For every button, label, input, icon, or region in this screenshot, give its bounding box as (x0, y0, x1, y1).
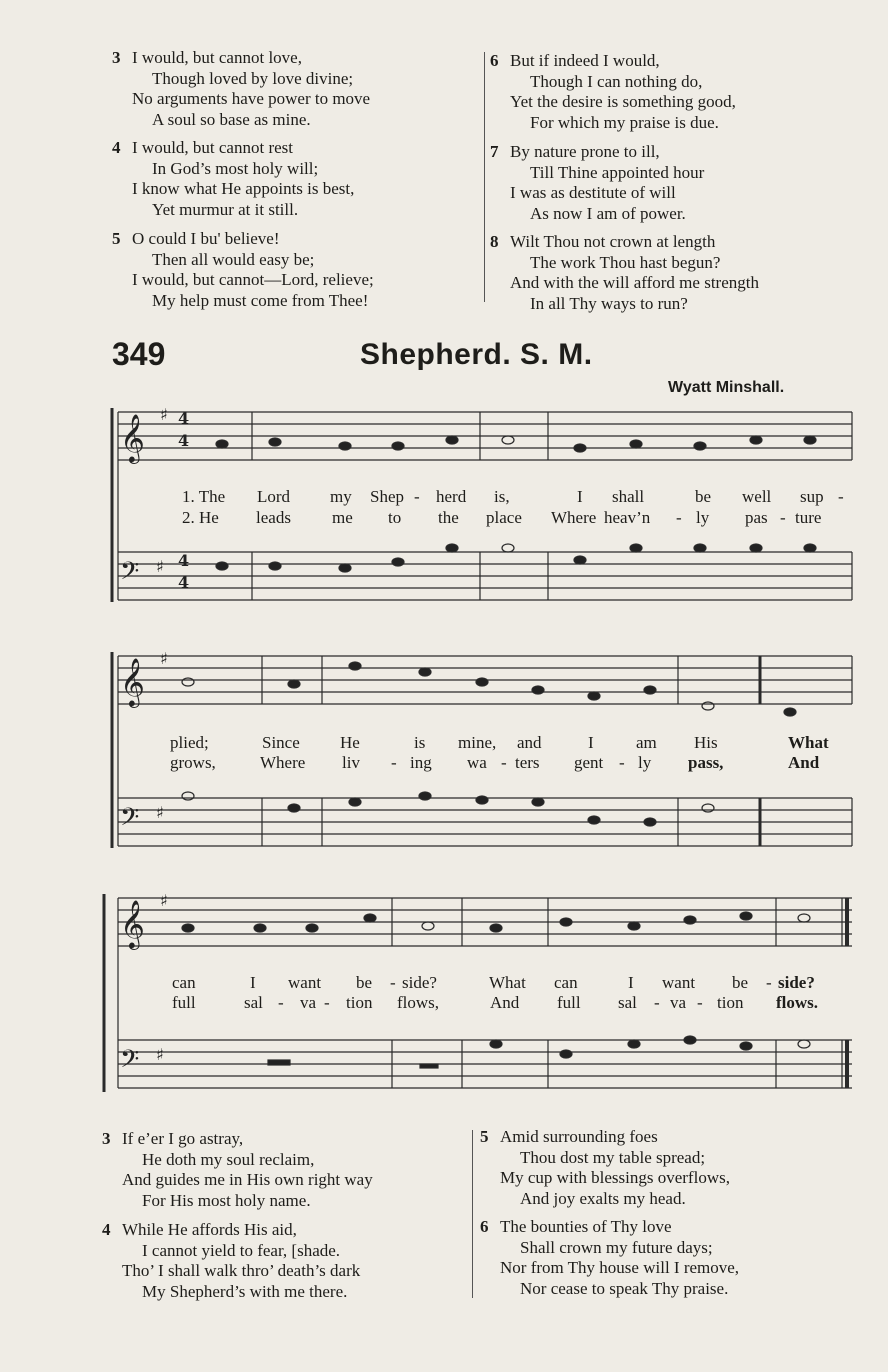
bass-clef-icon: 𝄢 (120, 1045, 140, 1080)
stanza-line: My Shepherd’s with me there. (142, 1281, 348, 1301)
lyric-syllable: tion (346, 993, 373, 1012)
stanza-line: I know what He appoints is best, (132, 179, 355, 198)
bottom-stanza-5 (480, 1127, 730, 1209)
time-signature-top-bass: 4 (178, 551, 190, 570)
lyric-syllable: sup (800, 487, 824, 506)
stanza-line: Yet murmur at it still. (152, 199, 299, 219)
lyric-syllable: 2. He (182, 508, 219, 527)
treble-clef-icon: 𝄞 (120, 657, 145, 706)
bass-staff-2 (118, 798, 852, 846)
lyric-syllable: Where (260, 753, 306, 772)
sharp-icon: ♯ (156, 803, 164, 822)
lyric-syllable: Lord (257, 487, 291, 506)
lyric-syllable: gent (574, 753, 604, 772)
stanza-number: 6 (480, 1217, 489, 1236)
stanza-line: O could I bu' believe! (132, 229, 280, 248)
stanza-line: And joy exalts my head. (520, 1188, 686, 1208)
lyric-syllable: ing (410, 753, 432, 772)
lyric-syllable: pas (745, 508, 768, 527)
lyric-syllable: side? (778, 973, 815, 992)
stanza-line: Nor from Thy house will I remove, (500, 1258, 740, 1277)
bottom-stanza-4 (102, 1220, 360, 1302)
lyric-syllable: I (628, 973, 634, 992)
stanza-line: Amid surrounding foes (500, 1127, 658, 1146)
lyric-syllable: And (788, 753, 820, 772)
lyric-syllable: shall (612, 487, 645, 506)
stanza-line: No arguments have power to move (132, 89, 371, 108)
stanza-line: Till Thine appointed hour (530, 162, 705, 182)
lyric-syllable: sal (244, 993, 263, 1012)
time-signature-bottom: 4 (178, 431, 190, 450)
stanza-line: In God’s most holy will; (152, 158, 319, 178)
lyric-syllable: be (732, 973, 749, 992)
bottom-stanza-6 (480, 1217, 739, 1299)
stanza-line: Though loved by love divine; (152, 68, 354, 88)
lyric-syllable: - (324, 993, 330, 1012)
column-divider (472, 1130, 473, 1298)
lyric-syllable: Shep (370, 487, 404, 506)
stanza-line: Thou dost my table spread; (520, 1147, 706, 1167)
lyric-syllable: - (780, 508, 786, 527)
lyric-syllable: - (838, 487, 844, 506)
bass-clef-icon: 𝄢 (120, 803, 140, 838)
stanza-line: If e’er I go astray, (122, 1129, 244, 1148)
lyric-syllable: wa (467, 753, 487, 772)
stanza-number: 5 (112, 229, 121, 248)
lyric-syllable: and (517, 733, 542, 752)
lyric-syllable: place (486, 508, 522, 527)
lyric-syllable: va (300, 993, 317, 1012)
lyric-syllable: want (288, 973, 322, 992)
lyric-syllable: me (332, 508, 353, 527)
lyric-syllable: va (670, 993, 687, 1012)
lyric-syllable: - (766, 973, 772, 992)
lyric-syllable: the (438, 508, 459, 527)
hymn-composer: Wyatt Minshall. (668, 379, 785, 396)
lyric-syllable: want (662, 973, 696, 992)
sharp-icon: ♯ (160, 891, 168, 910)
lyric-syllable: pass, (688, 753, 724, 772)
lyric-syllable: heav’n (604, 508, 651, 527)
stanza-line: By nature prone to ill, (510, 142, 660, 161)
stanza-line: Though I can nothing do, (530, 71, 703, 91)
lyric-syllable: His (694, 733, 718, 752)
lyric-syllable: plied; (170, 733, 209, 752)
stanza-line: Tho’ I shall walk thro’ death’s dark (122, 1261, 361, 1280)
bass-staff-1 (118, 552, 852, 600)
stanza-line: Wilt Thou not crown at length (510, 232, 716, 251)
stanza-line: But if indeed I would, (510, 51, 660, 70)
lyric-syllable: 1. The (182, 487, 226, 506)
time-signature-bottom-bass: 4 (178, 573, 190, 592)
hymn-title: Shepherd. S. M. (360, 338, 593, 371)
lyric-syllable: my (330, 487, 352, 506)
lyric-syllable: flows, (397, 993, 440, 1012)
lyric-syllable: tion (717, 993, 744, 1012)
lyric-syllable: is, (494, 487, 510, 506)
stanza-line: A soul so base as mine. (152, 109, 311, 129)
treble-clef-icon: 𝄞 (120, 413, 145, 462)
lyric-syllable: - (697, 993, 703, 1012)
bass-clef-icon: 𝄢 (120, 557, 140, 592)
lyric-syllable: sal (618, 993, 637, 1012)
lyric-syllable: be (695, 487, 712, 506)
treble-staff-3 (118, 898, 852, 946)
lyric-syllable: ly (638, 753, 652, 772)
lyric-syllable: can (172, 973, 196, 992)
stanza-number: 6 (490, 51, 499, 70)
stanza-line: My help must come from Thee! (152, 290, 369, 310)
lyric-syllable: can (554, 973, 578, 992)
lyric-syllable: - (654, 993, 660, 1012)
lyric-syllable: is (414, 733, 426, 752)
lyric-syllable: - (676, 508, 682, 527)
bottom-stanza-3 (102, 1129, 373, 1211)
lyric-syllable: What (788, 733, 829, 752)
lyric-syllable: well (742, 487, 772, 506)
lyric-syllable: Where (551, 508, 597, 527)
sharp-icon: ♯ (156, 1045, 164, 1064)
time-signature-top: 4 (178, 409, 190, 428)
treble-staff-1 (118, 412, 852, 460)
sharp-icon: ♯ (156, 557, 164, 576)
lyric-syllable: grows, (170, 753, 216, 772)
treble-clef-icon: 𝄞 (120, 899, 145, 948)
lyric-syllable: What (489, 973, 526, 992)
hymn-number: 349 (112, 336, 166, 372)
lyric-syllable: - (278, 993, 284, 1012)
lyric-syllable: - (619, 753, 625, 772)
lyric-syllable: leads (256, 508, 291, 527)
lyric-syllable: And (490, 993, 520, 1012)
stanza-line: The bounties of Thy love (500, 1217, 672, 1236)
stanza-line: In all Thy ways to run? (530, 293, 688, 313)
stanza-number: 3 (112, 48, 121, 67)
stanza-line: My cup with blessings overflows, (500, 1168, 730, 1187)
stanza-line: For which my praise is due. (530, 112, 719, 132)
sharp-icon: ♯ (160, 649, 168, 668)
lyric-syllable: - (414, 487, 420, 506)
stanza-line: The work Thou hast begun? (530, 252, 721, 272)
stanza-line: I would, but cannot rest (132, 138, 293, 157)
lyric-syllable: herd (436, 487, 467, 506)
stanza-line: Nor cease to speak Thy praise. (520, 1278, 729, 1298)
lyric-syllable: ly (696, 508, 710, 527)
stanza-line: And with the will afford me strength (510, 273, 759, 292)
stanza-line: I would, but cannot—Lord, relieve; (132, 270, 374, 289)
stanza-line: I was as destitute of will (510, 183, 676, 202)
lyric-syllable: - (501, 753, 507, 772)
stanza-number: 8 (490, 232, 499, 251)
stanza-line: Then all would easy be; (152, 249, 315, 269)
lyric-syllable: be (356, 973, 373, 992)
lyric-syllable: I (250, 973, 256, 992)
lyric-syllable: Since (262, 733, 300, 752)
lyric-syllable: am (636, 733, 657, 752)
lyric-syllable: - (390, 973, 396, 992)
lyric-syllable: He (340, 733, 360, 752)
stanza-line: I would, but cannot love, (132, 48, 302, 67)
stanza-line: Shall crown my future days; (520, 1237, 713, 1257)
lyric-syllable: mine, (458, 733, 497, 752)
lyric-syllable: full (172, 993, 196, 1012)
lyric-syllable: side? (402, 973, 437, 992)
lyric-syllable: liv (342, 753, 360, 772)
lyric-syllable: flows. (776, 993, 819, 1012)
lyric-syllable: I (577, 487, 583, 506)
stanza-number: 7 (490, 142, 499, 161)
stanza-line: Yet the desire is something good, (510, 92, 736, 111)
stanza-number: 4 (112, 138, 121, 157)
sharp-icon: ♯ (160, 405, 168, 424)
stanza-number: 3 (102, 1129, 111, 1148)
stanza-line: I cannot yield to fear, [shade. (142, 1240, 341, 1260)
lyric-syllable: full (557, 993, 581, 1012)
stanza-number: 5 (480, 1127, 489, 1146)
stanza-number: 4 (102, 1220, 111, 1239)
stanza-line: And guides me in His own right way (122, 1170, 373, 1189)
lyric-syllable: ture (795, 508, 822, 527)
lyric-syllable: I (588, 733, 594, 752)
lyric-syllable: ters (515, 753, 540, 772)
stanza-line: While He affords His aid, (122, 1220, 297, 1239)
stanza-line: He doth my soul reclaim, (142, 1149, 315, 1169)
stanza-line: For His most holy name. (142, 1190, 311, 1210)
stanza-line: As now I am of power. (530, 203, 686, 223)
lyric-syllable: - (391, 753, 397, 772)
lyric-syllable: to (388, 508, 402, 527)
